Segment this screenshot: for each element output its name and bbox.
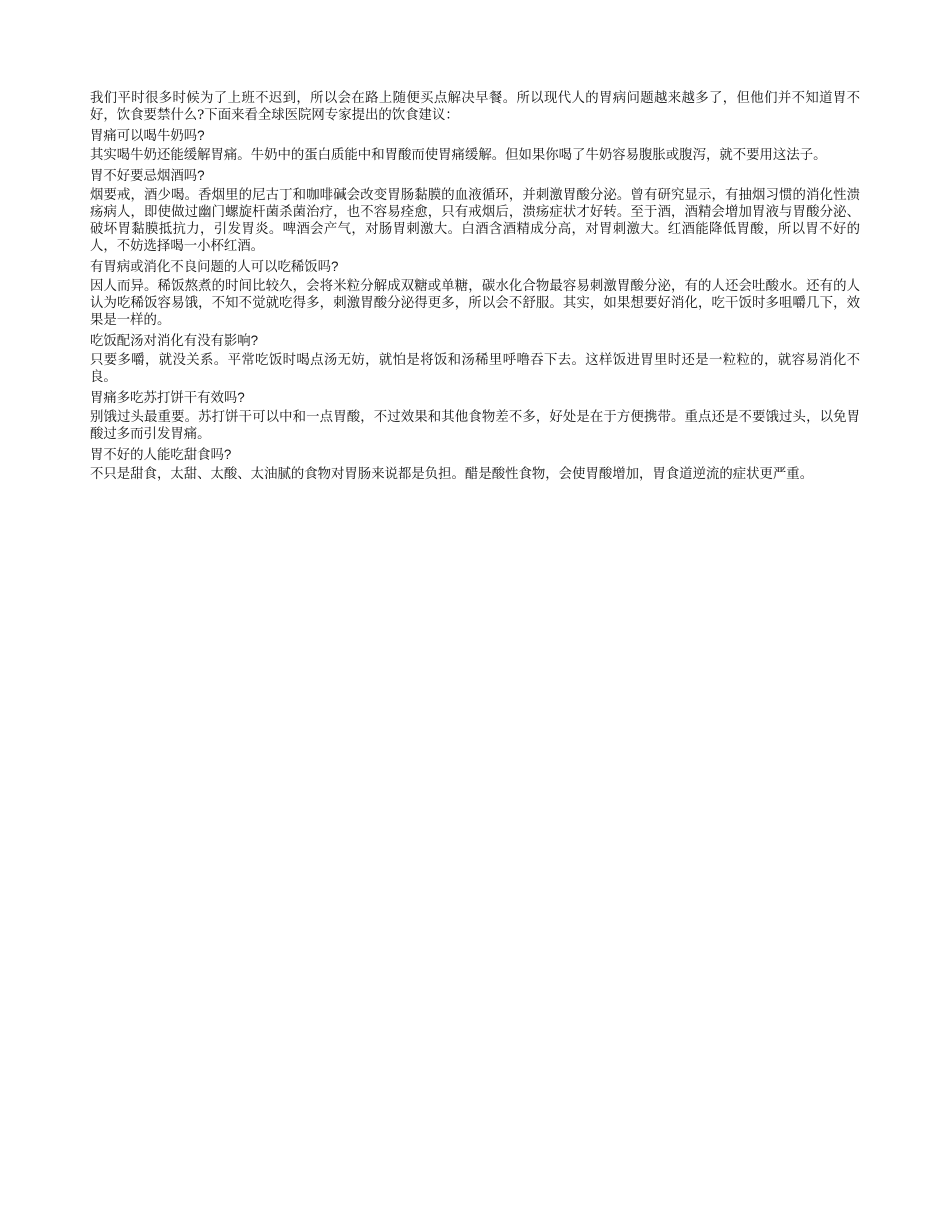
section-body: 只要多嚼，就没关系。平常吃饭时喝点汤无妨，就怕是将饭和汤稀里呼噜吞下去。这样饭进胃里时还是一粒粒的，就容易消化不良。 — [90, 353, 860, 385]
section-congee — [90, 258, 860, 329]
section-soup — [90, 332, 860, 386]
section-heading: 吃饭配汤对消化有没有影响? — [90, 333, 259, 348]
intro-paragraph: 我们平时很多时候为了上班不迟到，所以会在路上随便买点解决早餐。所以现代人的胃病问题越来越多了，但他们并不知道胃不好，饮食要禁什么?下面来看全球医院网专家提出的饮食建议： — [90, 91, 860, 123]
section-heading: 胃不好要忌烟酒吗? — [90, 168, 205, 183]
section-body: 别饿过头最重要。苏打饼干可以中和一点胃酸，不过效果和其他食物差不多，好处是在于方便携带。重点还是不要饿过头，以免胃酸过多而引发胃痛。 — [90, 410, 860, 442]
section-heading: 胃不好的人能吃甜食吗? — [90, 447, 232, 462]
article — [90, 90, 860, 486]
section-heading: 胃痛多吃苏打饼干有效吗? — [90, 390, 245, 405]
section-heading: 胃痛可以喝牛奶吗? — [90, 128, 205, 143]
section-body: 其实喝牛奶还能缓解胃痛。牛奶中的蛋白质能中和胃酸而使胃痛缓解。但如果你喝了牛奶容易腹胀或腹泻，就不要用这法子。 — [90, 148, 827, 163]
section-body: 不只是甜食，太甜、太酸、太油腻的食物对胃肠来说都是负担。醋是酸性食物，会使胃酸增加，胃食道逆流的症状更严重。 — [90, 467, 814, 482]
section-body: 烟要戒，酒少喝。香烟里的尼古丁和咖啡碱会改变胃肠黏膜的血液循环，并刺激胃酸分泌。曾有研究显示，有抽烟习惯的消化性溃疡病人，即使做过幽门螺旋杆菌杀菌治疗，也不容易痊愈，只有戒烟后，溃疡症状才好转。至于酒，酒精会增加胃液与胃酸分泌、破坏胃黏膜抵抗力，引发胃炎。啤酒会产气，对肠胃刺激大。白酒含酒精成分高，对胃刺激大。红酒能降低胃酸，所以胃不好的人，不妨选择喝一小杯红酒。 — [90, 188, 860, 254]
section-milk — [90, 127, 860, 164]
section-soda-crackers — [90, 389, 860, 443]
section-body: 因人而异。稀饭熬煮的时间比较久，会将米粒分解成双糖或单糖，碳水化合物最容易刺激胃酸分泌，有的人还会吐酸水。还有的人认为吃稀饭容易饿，不知不觉就吃得多，刺激胃酸分泌得更多，所以会不舒服。其实，如果想要好消化，吃干饭时多咀嚼几下，效果是一样的。 — [90, 279, 860, 328]
section-sweets — [90, 446, 860, 483]
section-smoke-alcohol — [90, 167, 860, 255]
section-heading: 有胃病或消化不良问题的人可以吃稀饭吗? — [90, 259, 339, 274]
